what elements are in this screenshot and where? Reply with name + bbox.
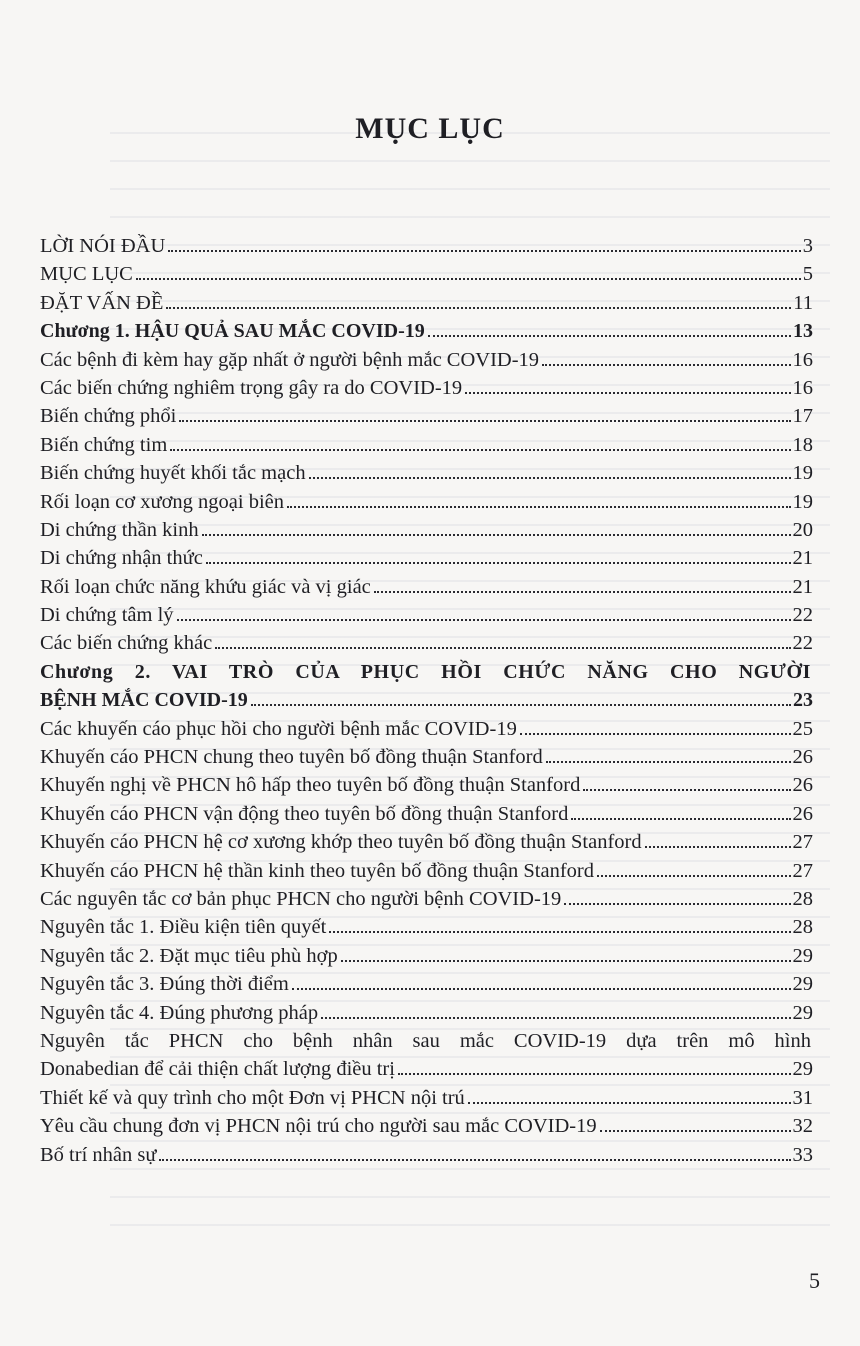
- toc-entry-page: 22: [792, 632, 813, 655]
- toc-entry-page: 13: [793, 320, 813, 343]
- dot-leader: [170, 449, 790, 451]
- toc-entry[interactable]: [40, 885, 813, 913]
- toc-entry[interactable]: [40, 544, 813, 572]
- dot-leader: [583, 789, 790, 791]
- toc-entry-title: Khuyến nghị về PHCN hô hấp theo tuyên bố đồng thuận Stanford: [40, 774, 581, 797]
- dot-leader: [398, 1073, 791, 1075]
- toc-entry-page: 26: [792, 746, 813, 769]
- dot-leader: [136, 278, 801, 280]
- dot-leader: [428, 335, 791, 337]
- dot-leader: [287, 506, 790, 508]
- toc-entry-title: Biến chứng huyết khối tắc mạch: [40, 462, 306, 485]
- dot-leader: [546, 761, 791, 763]
- toc-entry-page: 11: [793, 291, 813, 314]
- dot-leader: [564, 903, 790, 905]
- toc-entry[interactable]: [40, 913, 813, 941]
- dot-leader: [597, 875, 791, 877]
- toc-entry-title: Nguyên tắc PHCN cho bệnh nhân sau mắc COVID-19 dựa trên mô hình: [40, 1029, 811, 1052]
- toc-entry-title: Biến chứng tim: [40, 433, 168, 456]
- dot-leader: [215, 647, 790, 649]
- toc-entry[interactable]: [40, 970, 813, 998]
- toc-entry-title: Di chứng thần kinh: [40, 518, 199, 541]
- toc-entry-page: 32: [792, 1115, 813, 1138]
- toc-entry-title: Di chứng nhận thức: [40, 547, 203, 570]
- toc-entry[interactable]: [40, 1084, 813, 1112]
- toc-entry-page: 20: [792, 518, 813, 541]
- toc-chapter-entry[interactable]: [40, 317, 813, 345]
- toc-entry-page: 5: [802, 263, 813, 286]
- dot-leader: [321, 1017, 790, 1019]
- toc-entry-page: 28: [792, 916, 813, 939]
- toc-entry[interactable]: [40, 289, 813, 317]
- toc-entry-title: Các biến chứng nghiêm trọng gây ra do COVID-19: [40, 376, 463, 399]
- toc-entry[interactable]: [40, 232, 813, 260]
- toc-entry-title: Khuyến cáo PHCN hệ thần kinh theo tuyên bố đồng thuận Stanford: [40, 859, 594, 882]
- toc-entry[interactable]: [40, 260, 813, 288]
- toc-entry-title: Chương 2. VAI TRÒ CỦA PHỤC HỒI CHỨC NĂNG CHO NGƯỜI: [40, 660, 811, 683]
- toc-entry[interactable]: [40, 374, 813, 402]
- dot-leader: [468, 1102, 791, 1104]
- toc-entry-title: Chương 1. HẬU QUẢ SAU MẮC COVID-19: [40, 320, 425, 343]
- dot-leader: [465, 392, 790, 394]
- toc-entry[interactable]: [40, 828, 813, 856]
- toc-entry-page: 18: [792, 433, 813, 456]
- toc-entry[interactable]: [40, 459, 813, 487]
- dot-leader: [202, 534, 791, 536]
- toc-entry[interactable]: [40, 402, 813, 430]
- dot-leader: [542, 364, 790, 366]
- toc-entry-page: 23: [793, 689, 813, 712]
- dot-leader: [166, 307, 791, 309]
- toc-entry-page: 33: [792, 1143, 813, 1166]
- dot-leader: [179, 420, 790, 422]
- dot-leader: [520, 733, 791, 735]
- dot-leader: [177, 619, 791, 621]
- dot-leader: [168, 250, 800, 252]
- toc-chapter-entry-line1[interactable]: [40, 658, 813, 686]
- toc-entry[interactable]: [40, 999, 813, 1027]
- toc-entry-page: 29: [792, 944, 813, 967]
- toc-entry-title: Nguyên tắc 2. Đặt mục tiêu phù hợp: [40, 944, 338, 967]
- page-title: MỤC LỤC: [355, 112, 505, 145]
- toc-entry[interactable]: [40, 431, 813, 459]
- toc-entry-page: 21: [792, 547, 813, 570]
- toc-entry-page: 25: [792, 717, 813, 740]
- dot-leader: [571, 818, 790, 820]
- toc-entry[interactable]: [40, 743, 813, 771]
- toc-entry-line1[interactable]: [40, 1027, 813, 1055]
- toc-entry-title: Khuyến cáo PHCN hệ cơ xương khớp theo tuyên bố đồng thuận Stanford: [40, 831, 642, 854]
- toc-entry-page: 26: [792, 774, 813, 797]
- toc-chapter-entry-line2[interactable]: [40, 686, 813, 714]
- toc-entry-title: Yêu cầu chung đơn vị PHCN nội trú cho người sau mắc COVID-19: [40, 1115, 597, 1138]
- dot-leader: [251, 704, 791, 706]
- toc-entry-page: 22: [792, 604, 813, 627]
- dot-leader: [341, 960, 791, 962]
- toc-entry-title: Các khuyến cáo phục hồi cho người bệnh mắc COVID-19: [40, 717, 517, 740]
- toc-entry-title: Nguyên tắc 3. Đúng thời điểm: [40, 973, 289, 996]
- dot-leader: [309, 477, 791, 479]
- toc-entry-title: BỆNH MẮC COVID-19: [40, 689, 248, 712]
- dot-leader: [329, 931, 790, 933]
- dot-leader: [374, 591, 791, 593]
- dot-leader: [159, 1159, 790, 1161]
- toc-entry-page: 16: [792, 348, 813, 371]
- toc-entry-title: Donabedian để cải thiện chất lượng điều trị: [40, 1058, 395, 1081]
- toc-entry-title: Các biến chứng khác: [40, 632, 213, 655]
- toc-entry-page: 3: [802, 235, 813, 257]
- toc-entry[interactable]: [40, 573, 813, 601]
- toc-entry[interactable]: [40, 1141, 813, 1169]
- toc-entry-page: 29: [792, 973, 813, 996]
- dot-leader: [206, 562, 791, 564]
- page-number: 5: [809, 1268, 820, 1293]
- toc-entry-title: Rối loạn chức năng khứu giác và vị giác: [40, 575, 371, 598]
- toc-entry[interactable]: [40, 771, 813, 799]
- toc-entry[interactable]: [40, 715, 813, 743]
- toc-entry[interactable]: [40, 601, 813, 629]
- toc-entry-title: Nguyên tắc 1. Điều kiện tiên quyết: [40, 916, 327, 939]
- toc-entry[interactable]: [40, 800, 813, 828]
- toc-entry[interactable]: [40, 629, 813, 657]
- toc-entry[interactable]: [40, 488, 813, 516]
- dot-leader: [600, 1130, 791, 1132]
- toc-entry-page: 31: [792, 1086, 813, 1109]
- toc-entry-title: Biến chứng phổi: [40, 405, 177, 428]
- table-of-contents: [40, 232, 813, 1169]
- toc-entry-page: 17: [792, 405, 813, 428]
- toc-entry-title: MỤC LỤC: [40, 263, 133, 286]
- dot-leader: [292, 988, 791, 990]
- toc-entry-title: Khuyến cáo PHCN chung theo tuyên bố đồng thuận Stanford: [40, 746, 543, 769]
- toc-entry-line2[interactable]: [40, 1055, 813, 1083]
- toc-entry-page: 27: [792, 859, 813, 882]
- toc-entry-page: 29: [792, 1058, 813, 1081]
- toc-entry-page: 29: [792, 1001, 813, 1024]
- toc-entry-page: 27: [792, 831, 813, 854]
- toc-entry[interactable]: [40, 942, 813, 970]
- toc-entry-title: Các nguyên tắc cơ bản phục PHCN cho người bệnh COVID-19: [40, 887, 562, 910]
- toc-entry-title: Thiết kế và quy trình cho một Đơn vị PHCN nội trú: [40, 1086, 465, 1109]
- toc-entry-page: 28: [792, 887, 813, 910]
- toc-entry[interactable]: [40, 516, 813, 544]
- toc-entry-page: 19: [792, 462, 813, 485]
- toc-entry-title: Khuyến cáo PHCN vận động theo tuyên bố đồng thuận Stanford: [40, 802, 569, 825]
- toc-entry-title: Rối loạn cơ xương ngoại biên: [40, 490, 285, 513]
- toc-entry-title: Các bệnh đi kèm hay gặp nhất ở người bệnh mắc COVID-19: [40, 348, 540, 371]
- toc-entry-title: ĐẶT VẤN ĐỀ: [40, 291, 164, 314]
- toc-entry-page: 26: [792, 802, 813, 825]
- dot-leader: [645, 846, 791, 848]
- toc-entry-title: Bố trí nhân sự: [40, 1143, 157, 1166]
- toc-entry-page: 21: [792, 575, 813, 598]
- toc-entry-title: LỜI NÓI ĐẦU: [40, 235, 166, 257]
- toc-entry[interactable]: [40, 1112, 813, 1140]
- toc-entry[interactable]: [40, 346, 813, 374]
- toc-entry[interactable]: [40, 857, 813, 885]
- toc-entry-title: Di chứng tâm lý: [40, 604, 174, 627]
- toc-entry-page: 16: [792, 376, 813, 399]
- toc-entry-title: Nguyên tắc 4. Đúng phương pháp: [40, 1001, 319, 1024]
- toc-entry-page: 19: [792, 490, 813, 513]
